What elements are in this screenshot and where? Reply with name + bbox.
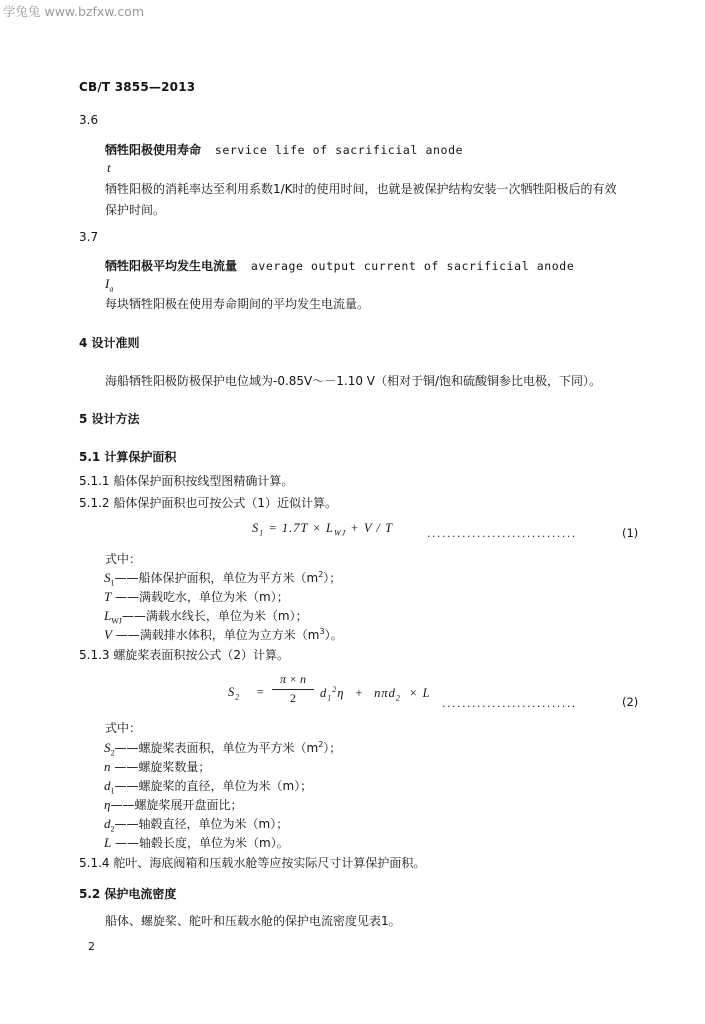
- section-5-2-text: 船体、螺旋桨、舵叶和压载水舱的保护电流密度见表1。: [105, 914, 401, 928]
- variable-description: ——螺旋桨的直径，单位为米（m）；: [114, 779, 313, 793]
- variable-description: ——满载排水体积，单位为立方米（m: [111, 628, 320, 642]
- watermark: 学兔兔 www.bzfxw.com: [3, 4, 145, 19]
- formula-2-lhs: $S_2$: [228, 685, 241, 702]
- variable-symbol: V: [104, 627, 112, 642]
- where-label-1: 式中：: [105, 552, 142, 566]
- unit-exponent: 3: [319, 627, 325, 636]
- variable-description: ——船体保护面积，单位为平方米（m: [114, 571, 319, 585]
- variable-definition: [104, 739, 341, 757]
- variable-description: ——螺旋桨数量；: [110, 760, 211, 774]
- variable-symbol: n: [104, 759, 111, 774]
- term-en: average output current of sacrificial anode: [250, 259, 575, 273]
- standard-number: CB/T 3855—2013: [79, 80, 196, 94]
- variable-definition: [104, 834, 289, 851]
- clause-3-7-term: [105, 257, 574, 274]
- variable-symbol: S: [104, 740, 111, 755]
- variable-description: ——螺旋桨表面积，单位为平方米（m: [114, 741, 319, 755]
- formula-1: $S_1 = 1.7T \times L_{WJ} + V / T$: [252, 521, 393, 538]
- variable-definition: [104, 815, 288, 833]
- clause-5-1-1: 5.1.1 船体保护面积按线型图精确计算。: [79, 474, 294, 488]
- variable-definition: [104, 626, 343, 643]
- clause-3-6-definition-line2: 保护时间。: [105, 203, 166, 217]
- clause-3-7-definition: 每块牺牲阳极在使用寿命期间的平均发生电流量。: [105, 297, 370, 311]
- variable-definition: [104, 588, 289, 605]
- clause-5-1-2: 5.1.2 船体保护面积也可按公式（1）近似计算。: [79, 496, 337, 510]
- variable-description-tail: ）。: [324, 628, 343, 642]
- variable-symbol: T: [104, 589, 112, 604]
- variable-subscript: 2: [110, 748, 115, 758]
- variable-symbol: d: [104, 816, 111, 831]
- formula-1-number: (1): [622, 526, 639, 540]
- formula-2-leader-dots: ...........................: [442, 697, 577, 710]
- variable-definition: [104, 569, 341, 587]
- variable-definition: [104, 796, 242, 813]
- unit-exponent: 2: [318, 570, 324, 579]
- variable-description: ——满载水线长，单位为米（m）；: [121, 609, 308, 623]
- clause-3-6-definition-line1: 牺牲阳极的消耗率达至利用系数1/K时的使用时间，也就是被保护结构安装一次牺牲阳极后的有效: [105, 182, 617, 196]
- variable-symbol: L: [104, 835, 112, 850]
- variable-description-tail: ）；: [323, 741, 342, 755]
- term-cn: 牺牲阳极平均发生电流量: [105, 259, 238, 273]
- variable-symbol: η: [104, 797, 111, 812]
- formula-2-rhs: $d_1^2\eta + n\pi d_2 \times L$: [320, 685, 431, 703]
- clause-5-1-3: 5.1.3 螺旋桨表面积按公式（2）计算。: [79, 648, 289, 662]
- variable-subscript: 2: [110, 824, 115, 834]
- variable-symbol: d: [104, 778, 111, 793]
- section-4-text: 海船牺牲阳极防极保护电位域为-0.85V～－1.10 V（相对于铜/饱和硫酸铜参比电极，下同）。: [105, 374, 602, 388]
- variable-description: ——轴毂直径，单位为米（m）；: [114, 817, 289, 831]
- variable-symbol: L: [104, 608, 112, 623]
- clause-3-7-number: 3.7: [79, 230, 99, 244]
- variable-subscript: 1: [110, 786, 115, 796]
- term-en: service life of sacrificial anode: [214, 143, 464, 157]
- variable-description: ——螺旋桨展开盘面比；: [110, 798, 243, 812]
- formula-2-number: (2): [622, 695, 639, 709]
- formula-1-leader-dots: ..............................: [427, 527, 577, 540]
- page-number: 2: [88, 940, 95, 953]
- clause-3-6-symbol: t: [107, 160, 111, 175]
- variable-subscript: 1: [110, 578, 115, 588]
- formula-2-fraction-bar: [272, 689, 314, 690]
- unit-exponent: 2: [318, 740, 324, 749]
- section-4-heading: 4 设计准则: [79, 336, 140, 350]
- where-label-2: 式中：: [105, 721, 142, 735]
- section-5-2-heading: 5.2 保护电流密度: [79, 887, 177, 901]
- formula-2-equals: =: [256, 685, 266, 699]
- variable-definition: [104, 777, 312, 795]
- clause-3-6-term: [105, 141, 463, 158]
- term-cn: 牺牲阳极使用寿命: [105, 143, 202, 157]
- variable-description: ——轴毂长度，单位为米（m）。: [111, 836, 289, 850]
- variable-definition: [104, 758, 210, 775]
- variable-description-tail: ）；: [323, 571, 342, 585]
- variable-description: ——满载吃水，单位为米（m）；: [111, 590, 289, 604]
- variable-definition: [104, 607, 308, 625]
- variable-subscript: WJ: [111, 616, 122, 626]
- section-5-heading: 5 设计方法: [79, 412, 140, 426]
- variable-symbol: S: [104, 570, 111, 585]
- formula-2-denominator: 2: [290, 691, 296, 705]
- section-5-1-heading: 5.1 计算保护面积: [79, 450, 177, 464]
- clause-3-7-symbol: $I_a$: [105, 276, 114, 294]
- clause-3-6-number: 3.6: [79, 113, 99, 127]
- formula-2-numerator: π × n: [279, 672, 307, 686]
- clause-5-1-4: 5.1.4 舵叶、海底阀箱和压载水舱等应按实际尺寸计算保护面积。: [79, 856, 426, 870]
